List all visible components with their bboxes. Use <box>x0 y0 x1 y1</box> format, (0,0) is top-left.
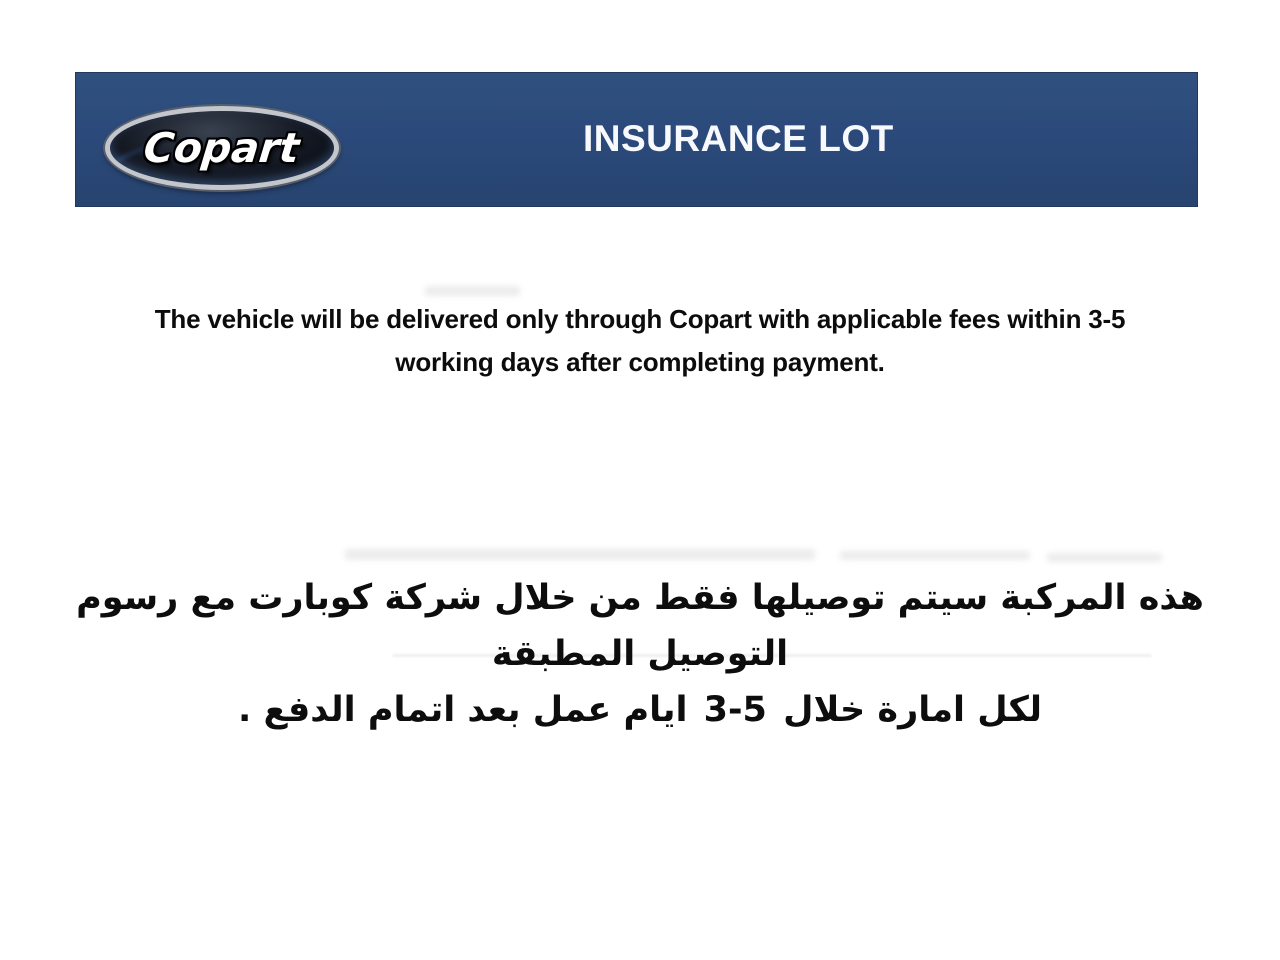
arabic-line2-start: لكل امارة خلال <box>783 690 1042 730</box>
ghost-artifact <box>840 551 1030 560</box>
header-banner <box>75 72 1198 207</box>
arabic-notice-line1: هذه المركبة سيتم توصيلها فقط من خلال شركة كوبارت مع رسوم التوصيل المطبقة <box>76 578 1204 674</box>
arabic-notice-line2 <box>0 682 1280 738</box>
copart-logo-text: Copart <box>141 124 303 172</box>
arabic-line2-end: ايام عمل بعد اتمام الدفع . <box>238 690 688 730</box>
ghost-artifact <box>345 549 815 560</box>
copart-logo <box>105 106 339 190</box>
english-notice-line1: The vehicle will be delivered only through Copart with applicable fees within 3-5 <box>154 304 1126 334</box>
banner-title: INSURANCE LOT <box>583 118 894 159</box>
english-notice-line2: working days after completing payment. <box>395 347 885 377</box>
ghost-artifact <box>1047 553 1162 562</box>
ghost-artifact <box>425 286 520 296</box>
arabic-line2-day-range: 3-5 <box>703 690 767 730</box>
arabic-notice <box>0 570 1280 738</box>
english-notice <box>0 298 1280 384</box>
